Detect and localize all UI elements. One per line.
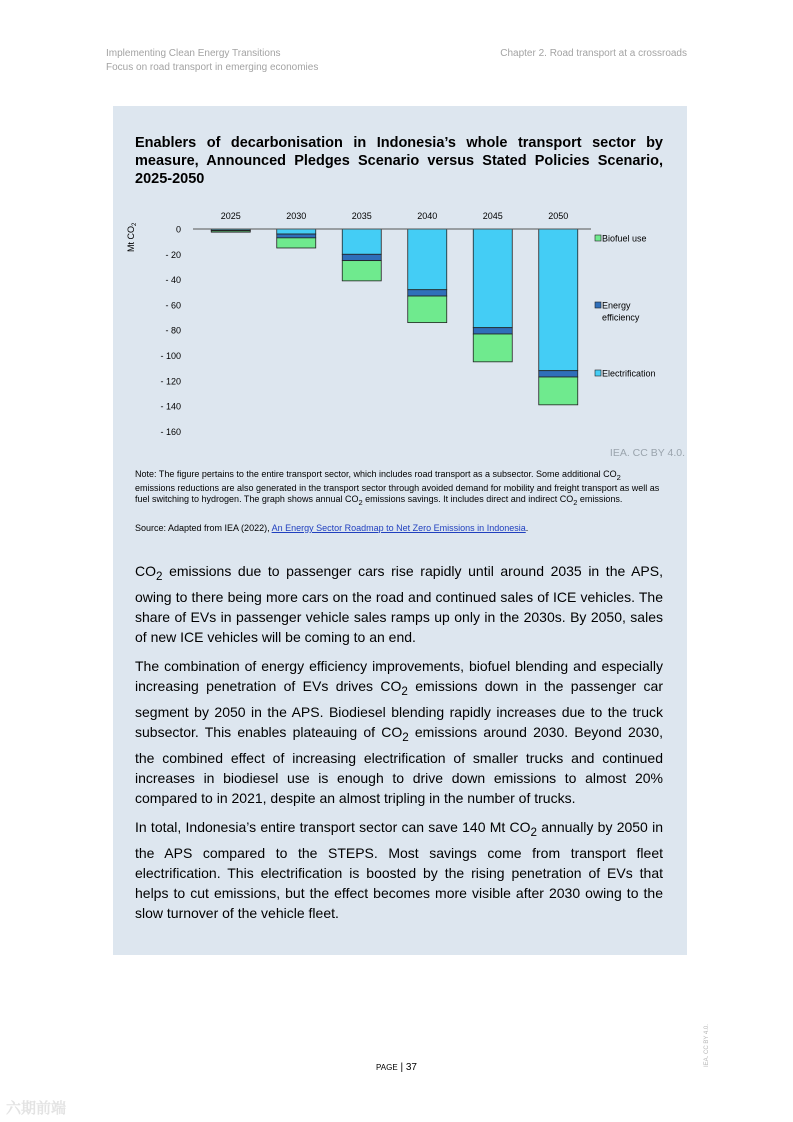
bar-segment-biofuel-use: [277, 238, 316, 248]
bar-segment-biofuel-use: [539, 377, 578, 405]
header-left: [106, 47, 318, 75]
bar-segment-energy-efficiency: [408, 290, 447, 296]
page-footer: PAGE | 37: [376, 1062, 417, 1073]
y-tick-label: 0: [175, 224, 181, 235]
bar-segment-electrification: [342, 229, 381, 254]
x-category-label: 2035: [351, 211, 372, 221]
page-label: PAGE: [376, 1063, 398, 1072]
legend-label: efficiency: [602, 312, 640, 323]
source-link[interactable]: An Energy Sector Roadmap to Net Zero Emissions in Indonesia: [271, 523, 526, 533]
y-tick-label: - 120: [160, 376, 181, 387]
figure-source: Source: Adapted from IEA (2022), An Energy Sector Roadmap to Net Zero Emissions in Indonesia.: [135, 523, 529, 533]
header-doc-title: Implementing Clean Energy Transitions: [106, 48, 281, 59]
x-category-label: 2045: [482, 211, 503, 221]
y-tick-label: - 40: [165, 275, 181, 286]
legend-swatch: [595, 235, 601, 241]
watermark-logo: 六期前端: [6, 1100, 67, 1117]
paragraph-2: The combination of energy efficiency improvements, biofuel blending and especially increasing penetration of EVs drives $CO_2$ emissions down in the passenger car segment by 2050 in the APS. Biodiesel blending rapidly increases due to the truck subsector. This enables plateauing of $CO_2$ emissions around 2030. Beyond 2030, the combined effect of increasing electrification of smaller trucks and continued increases in biodiesel use is enough to drive down emissions to almost 20% compared to in 2021, despite an almost tripling in the number of trucks.: [135, 657, 663, 807]
x-category-label: 2050: [548, 211, 569, 221]
header-chapter: Chapter 2. Road transport at a crossroads: [500, 48, 687, 59]
bar-segment-electrification: [277, 229, 316, 234]
bar-segment-biofuel-use: [473, 334, 512, 362]
bar-segment-electrification: [539, 229, 578, 371]
bar-segment-biofuel-use: [211, 231, 250, 232]
bar-segment-energy-efficiency: [277, 234, 316, 238]
y-tick-label: - 140: [160, 401, 181, 412]
paragraph-1: $CO_2$ emissions due to passenger cars rise rapidly until around 2035 in the APS, owing to there being more cars on the road and continued sales of ICE vehicles. The share of EVs in passenger vehicle sales ramps up only in the 2030s. By 2050, sales of new ICE vehicles will be coming to an end.: [135, 563, 663, 646]
figure-credit: IEA. CC BY 4.0.: [609, 447, 685, 459]
bar-segment-electrification: [408, 229, 447, 290]
figure-title: Enablers of decarbonisation in Indonesia’s whole transport sector by measure, Announced Pledges Scenario versus Stated Policies Scenario, 2025-2050: [135, 135, 663, 187]
legend-label: Energy: [602, 300, 631, 311]
y-axis-label: Mt $CO_2$: [126, 222, 138, 252]
header-doc-subtitle: Focus on road transport in emerging economies: [106, 62, 319, 73]
legend-label: Biofuel use: [602, 233, 647, 244]
x-category-label: 2040: [417, 211, 438, 221]
bar-segment-energy-efficiency: [473, 328, 512, 334]
y-tick-label: - 160: [160, 426, 181, 437]
legend-swatch: [595, 370, 601, 376]
bar-segment-biofuel-use: [408, 296, 447, 323]
body-text: [135, 561, 663, 931]
bar-segment-energy-efficiency: [539, 371, 578, 377]
y-tick-label: - 60: [165, 300, 181, 311]
y-tick-label: - 80: [165, 325, 181, 336]
bar-segment-biofuel-use: [342, 261, 381, 281]
y-tick-label: - 20: [165, 249, 181, 260]
page-number: 37: [405, 1062, 417, 1073]
bar-segment-electrification: [473, 229, 512, 328]
x-category-label: 2025: [220, 211, 241, 221]
bar-segment-energy-efficiency: [342, 254, 381, 260]
x-category-label: 2030: [286, 211, 307, 221]
side-credit: IEA. CC BY 4.0.: [704, 1024, 710, 1067]
paragraph-3: In total, Indonesia’s entire transport sector can save 140 Mt $CO_2$ annually by 2050 in the APS compared to the STEPS. Most savings come from transport fleet electrification. This electrification is boosted by the rising penetration of EVs that helps to cut emissions, but the effect becomes more visible after 2030 owing to the slow turnover of the vehicle fleet.: [135, 818, 663, 922]
legend-label: Electrification: [602, 368, 656, 379]
figure-note: Note: The figure pertains to the entire transport sector, which includes road transport as a subsector. Some additional $CO_2$ emissions reductions are also generated in the transport sector through avoided demand for mobility and freight transport as well as fuel switching to hydrogen. The graph shows annual $CO_2$ emissions savings. It includes direct and indirect $CO_2$ emissions.: [135, 469, 660, 507]
legend-swatch: [595, 302, 601, 308]
y-tick-label: - 100: [160, 351, 181, 361]
bar-chart: [113, 200, 687, 445]
